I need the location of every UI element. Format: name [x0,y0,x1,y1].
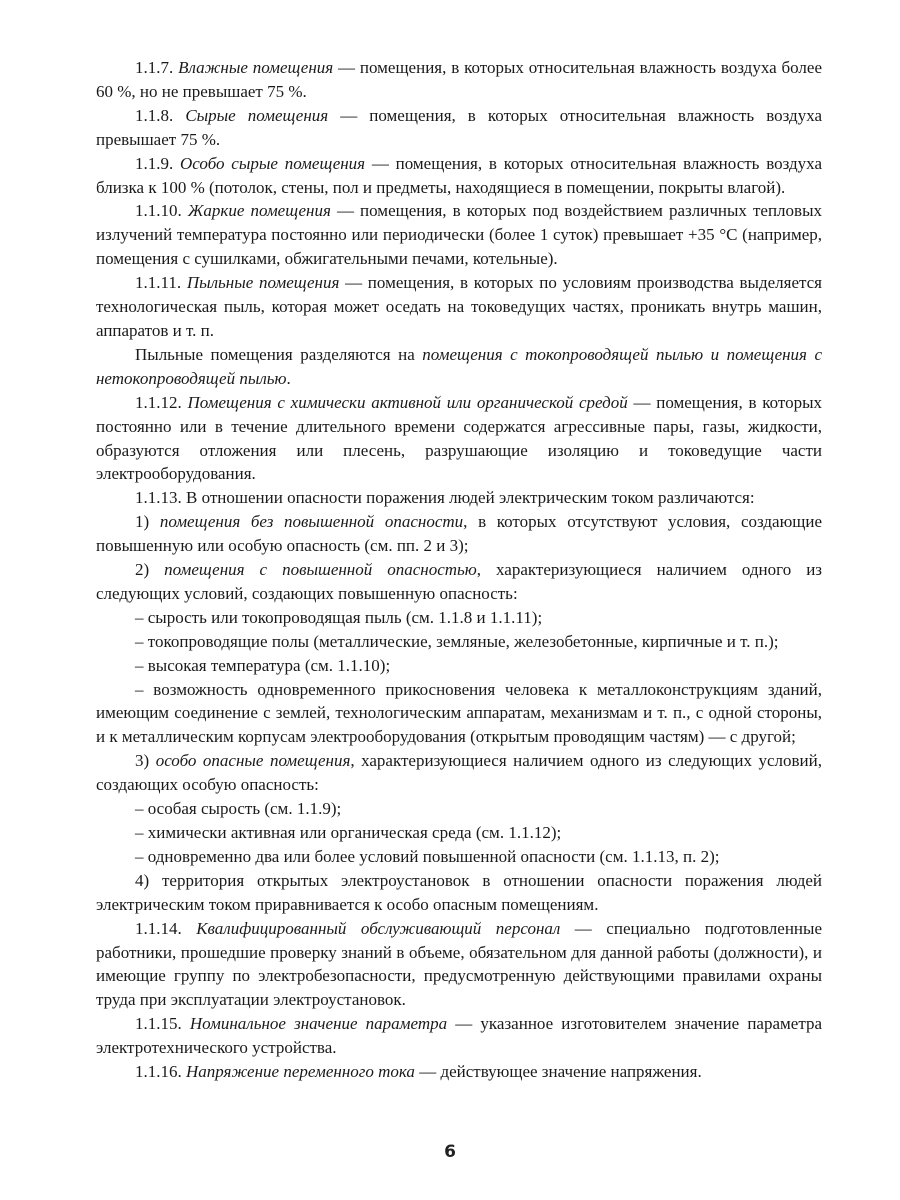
paragraph-1-1-8 [96,104,822,152]
clause-number: 1.1.9. [135,153,174,173]
paragraph-1-1-15 [96,1012,822,1060]
defined-term: Напряжение переменного тока [186,1062,415,1082]
defined-term: Квалифицированный обслуживающий персонал [196,918,561,938]
list-item [96,654,822,678]
item-number: 1) [135,512,150,532]
list-item [96,606,822,630]
paragraph-1-1-13 [96,486,822,510]
item-number: 3) [135,751,150,771]
paragraph-dust-classes [96,343,822,391]
clause-number: 1.1.16. [135,1062,182,1082]
defined-term: Помещения с химически активной или органической средой [187,392,628,412]
definition-text: , характеризующиеся наличием одного из следующих условий, создающих повышенную опасность: [96,560,823,603]
definition-text: , характеризующиеся наличием одного из следующих условий, создающих особую опасность: [96,751,823,795]
defined-term: помещения без повышенной опасности [159,512,464,532]
list-item [96,797,822,821]
paragraph-1-1-14 [96,917,822,1013]
clause-number: 1.1.13. [135,488,182,508]
list-item-text: – токопроводящие полы (металлические, земляные, железобетонные, кирпичные и т. п.); [135,631,779,651]
list-item-text: – особая сырость (см. 1.1.9); [135,799,342,819]
list-item-text: – химически активная или органическая среда (см. 1.1.12); [135,823,562,842]
defined-term: Пыльные помещения [186,273,340,293]
definition-text: — помещения, в которых постоянно или в течение длительного времени содержатся агрессивные пары, газы, жидкости, образуются отложения или плесень, разрушающие изоляцию и токоведущие части электрооборудования. [96,392,823,484]
list-item-text: – одновременно два или более условий повышенной опасности (см. 1.1.13, п. 2); [135,846,720,866]
paragraph-1-1-12 [96,391,822,487]
page-number: 6 [444,1142,456,1162]
clause-number: 1.1.7. [135,58,174,77]
defined-term: Сырые помещения [185,105,329,125]
paragraph-class-2 [96,558,822,606]
paragraph-1-1-11 [96,271,822,343]
list-item-text: – высокая температура (см. 1.1.10); [135,655,391,675]
definition-text: — помещения, в которых относительная влажность воздуха близка к 100 % (потолок, стены, пол и предметы, находящиеся в помещении, покрыты влагой). [96,153,822,197]
clause-number: 1.1.10. [135,201,182,221]
document-page [96,56,822,1084]
defined-term: Жаркие помещения [187,201,331,221]
definition-text: — действующее значение напряжения. [414,1062,702,1082]
definition-text: В отношении опасности поражения людей электрическим током различаются: [186,488,755,508]
defined-term: Особо сырые помещения [180,153,366,173]
list-item-text: – возможность одновременного прикосновения человека к металлоконструкциям зданий, имеющим соединение с землей, технологическим аппаратам, механизмам и т. п., с одной стороны, и к металлическим корпусам электрооборудования (открытым проводящим частям) — с другой; [96,679,822,747]
defined-term: помещения с токопроводящей пылью и помещения с нетокопроводящей пылью [96,344,822,388]
definition-text: — специально подготовленные работники, прошедшие проверку знаний в объеме, обязательном для данной работы (должности), и имеющие группу по электробезопасности, предусмотренную действующими правилами охраны труда при эксплуатации электроустановок. [96,918,822,1010]
definition-text: — помещения, в которых по условиям производства выделяется технологическая пыль, которая может оседать на токоведущих частях, проникать внутрь машин, аппаратов и т. п. [96,273,822,340]
paragraph-1-1-16 [96,1060,822,1084]
paragraph-class-4 [96,869,822,917]
list-item [96,630,822,654]
paragraph-class-1 [96,510,822,558]
list-item-text: – сырость или токопроводящая пыль (см. 1.1.8 и 1.1.11); [135,607,543,627]
clause-number: 1.1.15. [135,1014,182,1034]
defined-term: помещения с повышенной опасностью [164,560,477,580]
paragraph-1-1-7 [96,56,822,104]
defined-term: особо опасные помещения [155,751,351,771]
definition-text: — помещения, в которых под воздействием различных тепловых излучений температура постоянно или периодически (более 1 суток) превышает +35 °С (например, помещения с сушилками, обжигательными печами, котельные). [96,201,822,269]
paragraph-class-3 [96,749,822,797]
clause-number: 1.1.12. [135,392,182,412]
definition-text: — указанное изготовителем значение параметра электротехнического устройства. [96,1014,822,1058]
definition-text: . [286,368,291,388]
list-item [96,821,822,845]
list-item [96,845,822,869]
paragraph-1-1-9 [96,152,822,200]
definition-text: — помещения, в которых относительная влажность воздуха превышает 75 %. [96,105,823,149]
defined-term: Номинальное значение параметра [189,1014,448,1034]
paragraph-1-1-10 [96,199,822,271]
defined-term: Влажные помещения [178,58,334,77]
item-number: 2) [135,560,150,580]
definition-text: территория открытых электроустановок в отношении опасности поражения людей электрическим током приравнивается к особо опасным помещениям. [96,870,822,914]
item-number: 4) [135,870,150,890]
clause-number: 1.1.14. [135,918,182,938]
lead-text: Пыльные помещения разделяются на [135,344,423,364]
list-item [96,678,822,750]
definition-text: , в которых отсутствуют условия, создающие повышенную или особую опасность (см. пп. 2 и 3); [96,512,823,556]
clause-number: 1.1.8. [135,105,174,125]
clause-number: 1.1.11. [135,273,182,293]
definition-text: — помещения, в которых относительная влажность воздуха более 60 %, но не превышает 75 %. [96,58,822,101]
